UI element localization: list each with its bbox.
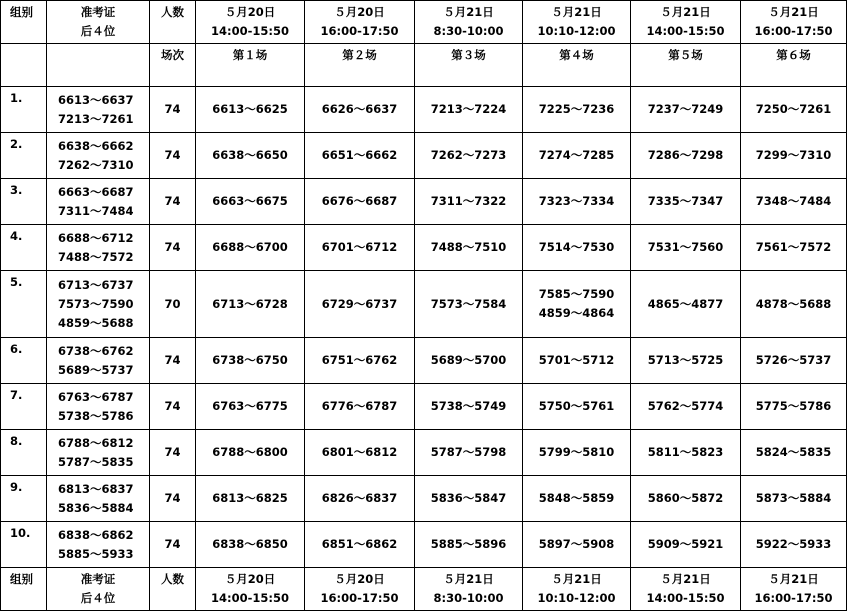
session-range-text: 4859～4864 — [538, 306, 615, 320]
session-range — [631, 225, 741, 271]
slot-header-5-text: ５月21日 — [660, 572, 711, 586]
ticket-id-ranges-text: 6838～6862 — [58, 527, 134, 542]
session-range — [415, 384, 523, 430]
slot-header-4 — [523, 568, 631, 611]
session-range-text: 7250～7261 — [755, 102, 832, 116]
slot-header-2-text: ５月20日 — [334, 5, 385, 19]
candidate-count — [150, 133, 196, 179]
ticket-id-ranges — [47, 87, 150, 133]
session-range-text: 4878～5688 — [755, 296, 832, 311]
session-range — [741, 522, 847, 568]
session-range-text: 7213～7224 — [430, 102, 507, 116]
session-range — [741, 133, 847, 179]
slot-header-1-text: ５月20日 — [224, 572, 276, 586]
candidate-count-text: 74 — [164, 102, 181, 116]
session-range — [741, 384, 847, 430]
session-range — [196, 476, 305, 522]
session-range — [305, 133, 415, 179]
session-range-text: 7323～7334 — [538, 194, 615, 208]
slot-header-3 — [415, 568, 523, 611]
session-range-text: 6638～6650 — [212, 148, 288, 162]
session-range-text: 7573～7584 — [430, 296, 507, 311]
session-range — [196, 133, 305, 179]
session-range — [523, 476, 631, 522]
table-row — [1, 179, 847, 225]
session-range — [196, 384, 305, 430]
session-range — [631, 87, 741, 133]
slot-header-4 — [523, 1, 631, 44]
session-label-4-text: 第４场 — [559, 48, 594, 62]
slot-header-3-text: 8:30-10:00 — [433, 24, 504, 38]
session-range-text: 6676～6687 — [321, 194, 398, 208]
table-row — [1, 87, 847, 133]
slot-header-6-text: ５月21日 — [768, 572, 819, 586]
session-range — [415, 225, 523, 271]
candidate-count — [150, 338, 196, 384]
ticket-id-ranges-text: 5787～5835 — [58, 454, 134, 469]
ticket-id-header-text: 后４位 — [80, 24, 116, 38]
session-range-text: 6713～6728 — [212, 296, 288, 311]
session-range — [305, 87, 415, 133]
slot-header-4-text: 10:10-12:00 — [537, 591, 616, 605]
group-number — [1, 476, 47, 522]
session-range-text: 6826～6837 — [321, 491, 398, 505]
session-label-2-text: 第２场 — [342, 48, 377, 62]
group-number-text: 5. — [10, 275, 23, 289]
ticket-id-ranges-text: 6663～6687 — [58, 184, 134, 199]
session-label-5-text: 第５场 — [668, 48, 703, 62]
candidate-count — [150, 271, 196, 338]
session-label-3-text: 第３场 — [451, 48, 486, 62]
session-range — [523, 522, 631, 568]
session-range-text: 6613～6625 — [212, 102, 288, 116]
session-range-text: 5848～5859 — [538, 491, 615, 505]
session-range — [631, 133, 741, 179]
group-number — [1, 271, 47, 338]
session-range — [196, 522, 305, 568]
group-header-text: 组别 — [10, 5, 33, 19]
ticket-id-header-text: 准考证 — [80, 5, 116, 19]
slot-header-2 — [305, 568, 415, 611]
session-range-text: 7514～7530 — [538, 240, 615, 254]
ticket-id-ranges — [47, 430, 150, 476]
session-range — [196, 430, 305, 476]
ticket-id-ranges — [47, 384, 150, 430]
session-range — [741, 476, 847, 522]
session-range-text: 7237～7249 — [647, 102, 724, 116]
candidate-count-text: 70 — [164, 296, 181, 311]
session-label-4 — [523, 44, 631, 87]
slot-header-1 — [196, 568, 305, 611]
ticket-id-ranges — [47, 179, 150, 225]
session-range-text: 7335～7347 — [647, 194, 724, 208]
session-range — [741, 338, 847, 384]
group-number — [1, 522, 47, 568]
group-number-text: 1. — [10, 91, 23, 105]
session-label-1 — [196, 44, 305, 87]
ticket-id-ranges-text: 5738～5786 — [58, 408, 134, 423]
slot-header-2-text: 16:00-17:50 — [320, 24, 399, 38]
session-range-text: 6801～6812 — [321, 445, 398, 459]
session-range-text: 5873～5884 — [755, 491, 832, 505]
session-range-text: 7225～7236 — [538, 102, 615, 116]
ticket-id-header-text: 后４位 — [80, 591, 116, 605]
session-range — [196, 338, 305, 384]
ticket-id-ranges-text: 7573～7590 — [58, 296, 134, 311]
session-range-text: 5799～5810 — [538, 445, 615, 459]
header-row — [1, 1, 847, 44]
session-header — [150, 44, 196, 87]
session-label-6 — [741, 44, 847, 87]
session-range — [415, 133, 523, 179]
session-range-text: 6838～6850 — [212, 537, 288, 551]
group-number — [1, 225, 47, 271]
session-range-text: 7262～7273 — [430, 148, 507, 162]
session-range — [305, 384, 415, 430]
slot-header-2-text: ５月20日 — [334, 572, 385, 586]
session-range-text: 5897～5908 — [538, 537, 615, 551]
slot-header-2-text: 16:00-17:50 — [320, 591, 399, 605]
slot-header-6-text: ５月21日 — [768, 5, 819, 19]
slot-header-3 — [415, 1, 523, 44]
session-range-text: 5811～5823 — [647, 445, 724, 459]
session-range — [305, 476, 415, 522]
session-range-text: 6813～6825 — [212, 491, 288, 505]
slot-header-4-text: ５月21日 — [551, 572, 602, 586]
session-range — [741, 225, 847, 271]
session-range — [523, 133, 631, 179]
session-range — [741, 430, 847, 476]
group-number — [1, 430, 47, 476]
candidate-count — [150, 384, 196, 430]
table-row — [1, 430, 847, 476]
session-range — [523, 338, 631, 384]
session-range — [631, 179, 741, 225]
candidate-count-text: 74 — [164, 148, 181, 162]
ticket-id-ranges-text: 6788～6812 — [58, 435, 134, 450]
candidate-count-text: 74 — [164, 491, 181, 505]
session-range-text: 6738～6750 — [212, 353, 288, 367]
session-range — [305, 430, 415, 476]
group-number — [1, 133, 47, 179]
candidate-count — [150, 476, 196, 522]
session-range — [415, 87, 523, 133]
candidate-count — [150, 225, 196, 271]
session-range — [196, 179, 305, 225]
candidate-count — [150, 87, 196, 133]
count-header — [150, 1, 196, 44]
ticket-id-ranges — [47, 338, 150, 384]
table-row — [1, 522, 847, 568]
candidate-count-text: 74 — [164, 537, 181, 551]
ticket-id-ranges-text: 7311～7484 — [58, 203, 134, 218]
ticket-id-ranges-text: 4859～5688 — [58, 315, 134, 330]
session-range-text: 6663～6675 — [212, 194, 288, 208]
ticket-id-header — [47, 1, 150, 44]
session-range-text: 6651～6662 — [321, 148, 398, 162]
slot-header-4-text: 10:10-12:00 — [537, 24, 616, 38]
session-range — [523, 384, 631, 430]
slot-header-4-text: ５月21日 — [551, 5, 602, 19]
session-range — [523, 179, 631, 225]
session-range-text: 5836～5847 — [430, 491, 507, 505]
session-range — [305, 225, 415, 271]
count-header-text: 人数 — [161, 572, 184, 586]
ticket-id-ranges — [47, 133, 150, 179]
ticket-id-ranges-text: 6713～6737 — [58, 277, 134, 292]
session-range-text: 5860～5872 — [647, 491, 724, 505]
session-range-text: 5762～5774 — [647, 399, 724, 413]
session-range-text: 6701～6712 — [321, 240, 398, 254]
session-range — [523, 430, 631, 476]
group-number-text: 7. — [10, 388, 23, 402]
ticket-id-ranges — [47, 225, 150, 271]
session-range — [415, 430, 523, 476]
slot-header-3-text: 8:30-10:00 — [433, 591, 504, 605]
candidate-count-text: 74 — [164, 240, 181, 254]
session-range — [523, 225, 631, 271]
slot-header-5-text: 14:00-15:50 — [646, 591, 725, 605]
session-range — [305, 271, 415, 338]
session-range — [631, 522, 741, 568]
ticket-id-ranges-text: 6813～6837 — [58, 481, 134, 496]
session-row-blank — [1, 44, 47, 87]
session-range-text: 5713～5725 — [647, 353, 724, 367]
session-range — [741, 179, 847, 225]
slot-header-3-text: ５月21日 — [443, 572, 494, 586]
ticket-id-ranges-text: 6738～6762 — [58, 343, 134, 358]
session-range-text: 6751～6762 — [321, 353, 398, 367]
session-range — [631, 476, 741, 522]
ticket-id-ranges-text: 7213～7261 — [58, 111, 134, 126]
candidate-count-text: 74 — [164, 445, 181, 459]
session-range-text: 6688～6700 — [212, 240, 288, 254]
candidate-count-text: 74 — [164, 399, 181, 413]
group-number-text: 10. — [10, 526, 31, 540]
session-range — [741, 87, 847, 133]
session-label-6-text: 第６场 — [776, 48, 811, 62]
session-range-text: 5701～5712 — [538, 353, 615, 367]
slot-header-6 — [741, 1, 847, 44]
session-range-text: 7561～7572 — [755, 240, 832, 254]
session-row — [1, 44, 847, 87]
session-range-text: 6763～6775 — [212, 399, 288, 413]
candidate-count — [150, 179, 196, 225]
session-range — [631, 338, 741, 384]
session-range — [196, 271, 305, 338]
slot-header-1-text: ５月20日 — [224, 5, 276, 19]
session-range-text: 4865～4877 — [647, 296, 724, 311]
ticket-id-header-text: 准考证 — [80, 572, 116, 586]
session-range — [415, 179, 523, 225]
session-range-text: 5689～5700 — [430, 353, 507, 367]
ticket-id-ranges-text: 6638～6662 — [58, 138, 134, 153]
ticket-id-ranges — [47, 476, 150, 522]
session-range-text: 5726～5737 — [755, 353, 832, 367]
session-label-2 — [305, 44, 415, 87]
session-range-text: 6776～6787 — [321, 399, 398, 413]
table-row — [1, 384, 847, 430]
ticket-id-ranges-text: 6763～6787 — [58, 389, 134, 404]
session-range-text: 5775～5786 — [755, 399, 832, 413]
session-range — [415, 476, 523, 522]
group-number — [1, 179, 47, 225]
session-label-3 — [415, 44, 523, 87]
ticket-id-ranges-text: 6688～6712 — [58, 230, 134, 245]
session-range — [631, 271, 741, 338]
session-range-text: 6788～6800 — [212, 445, 288, 459]
table-row — [1, 271, 847, 338]
session-label-1-text: 第１场 — [232, 48, 268, 62]
ticket-id-ranges-text: 7488～7572 — [58, 249, 134, 264]
session-range — [523, 271, 631, 338]
session-range-text: 7488～7510 — [430, 240, 507, 254]
session-range-text: 5885～5896 — [430, 537, 507, 551]
session-range — [305, 179, 415, 225]
slot-header-6-text: 16:00-17:50 — [754, 24, 833, 38]
session-range — [415, 522, 523, 568]
group-number-text: 6. — [10, 342, 23, 356]
session-range-text: 6729～6737 — [321, 296, 398, 311]
candidate-count-text: 74 — [164, 353, 181, 367]
group-number-text: 2. — [10, 137, 23, 151]
group-number — [1, 338, 47, 384]
session-range-text: 5922～5933 — [755, 537, 832, 551]
ticket-id-ranges-text: 5836～5884 — [58, 500, 134, 515]
count-header-text: 人数 — [161, 5, 184, 19]
slot-header-6-text: 16:00-17:50 — [754, 591, 833, 605]
count-header — [150, 568, 196, 611]
candidate-count-text: 74 — [164, 194, 181, 208]
session-label-5 — [631, 44, 741, 87]
table-row — [1, 133, 847, 179]
group-number-text: 3. — [10, 183, 23, 197]
ticket-id-ranges — [47, 271, 150, 338]
slot-header-3-text: ５月21日 — [443, 5, 494, 19]
slot-header-6 — [741, 568, 847, 611]
ticket-id-ranges-text: 5885～5933 — [58, 546, 134, 561]
group-number-text: 4. — [10, 229, 23, 243]
session-range-text: 7299～7310 — [755, 148, 832, 162]
session-range — [631, 430, 741, 476]
session-range-text: 7348～7484 — [755, 194, 832, 208]
session-range — [523, 87, 631, 133]
slot-header-5-text: 14:00-15:50 — [646, 24, 725, 38]
group-number-text: 9. — [10, 480, 23, 494]
session-range — [415, 271, 523, 338]
candidate-count — [150, 522, 196, 568]
session-range-text: 5750～5761 — [538, 399, 615, 413]
session-range-text: 7311～7322 — [430, 194, 507, 208]
session-row-blank — [47, 44, 150, 87]
ticket-id-ranges — [47, 522, 150, 568]
session-range-text: 7286～7298 — [647, 148, 724, 162]
group-header-text: 组别 — [10, 572, 33, 586]
footer-header-row — [1, 568, 847, 611]
ticket-id-ranges-text: 5689～5737 — [58, 362, 134, 377]
table-body — [1, 1, 847, 611]
slot-header-5-text: ５月21日 — [660, 5, 711, 19]
slot-header-5 — [631, 568, 741, 611]
group-header — [1, 1, 47, 44]
slot-header-1 — [196, 1, 305, 44]
group-number — [1, 87, 47, 133]
session-range-text: 5824～5835 — [755, 445, 832, 459]
session-range-text: 5909～5921 — [647, 537, 724, 551]
session-range-text: 7585～7590 — [538, 287, 615, 301]
session-range — [415, 338, 523, 384]
slot-header-2 — [305, 1, 415, 44]
session-range-text: 5787～5798 — [430, 445, 507, 459]
session-range — [196, 87, 305, 133]
session-header-text: 场次 — [161, 48, 184, 62]
session-range-text: 7274～7285 — [538, 148, 615, 162]
group-number-text: 8. — [10, 434, 23, 448]
slot-header-1-text: 14:00-15:50 — [211, 591, 289, 605]
session-range — [631, 384, 741, 430]
ticket-id-ranges-text: 7262～7310 — [58, 157, 134, 172]
session-range — [305, 522, 415, 568]
ticket-id-header — [47, 568, 150, 611]
table-row — [1, 338, 847, 384]
slot-header-5 — [631, 1, 741, 44]
session-range-text: 7531～7560 — [647, 240, 724, 254]
group-number — [1, 384, 47, 430]
slot-header-1-text: 14:00-15:50 — [211, 24, 289, 38]
session-range — [305, 338, 415, 384]
table-row — [1, 225, 847, 271]
session-range-text: 6626～6637 — [321, 102, 398, 116]
table-row — [1, 476, 847, 522]
ticket-id-ranges-text: 6613～6637 — [58, 92, 134, 107]
session-range — [196, 225, 305, 271]
group-header — [1, 568, 47, 611]
session-range-text: 5738～5749 — [430, 399, 507, 413]
session-range-text: 6851～6862 — [321, 537, 398, 551]
candidate-count — [150, 430, 196, 476]
session-range — [741, 271, 847, 338]
